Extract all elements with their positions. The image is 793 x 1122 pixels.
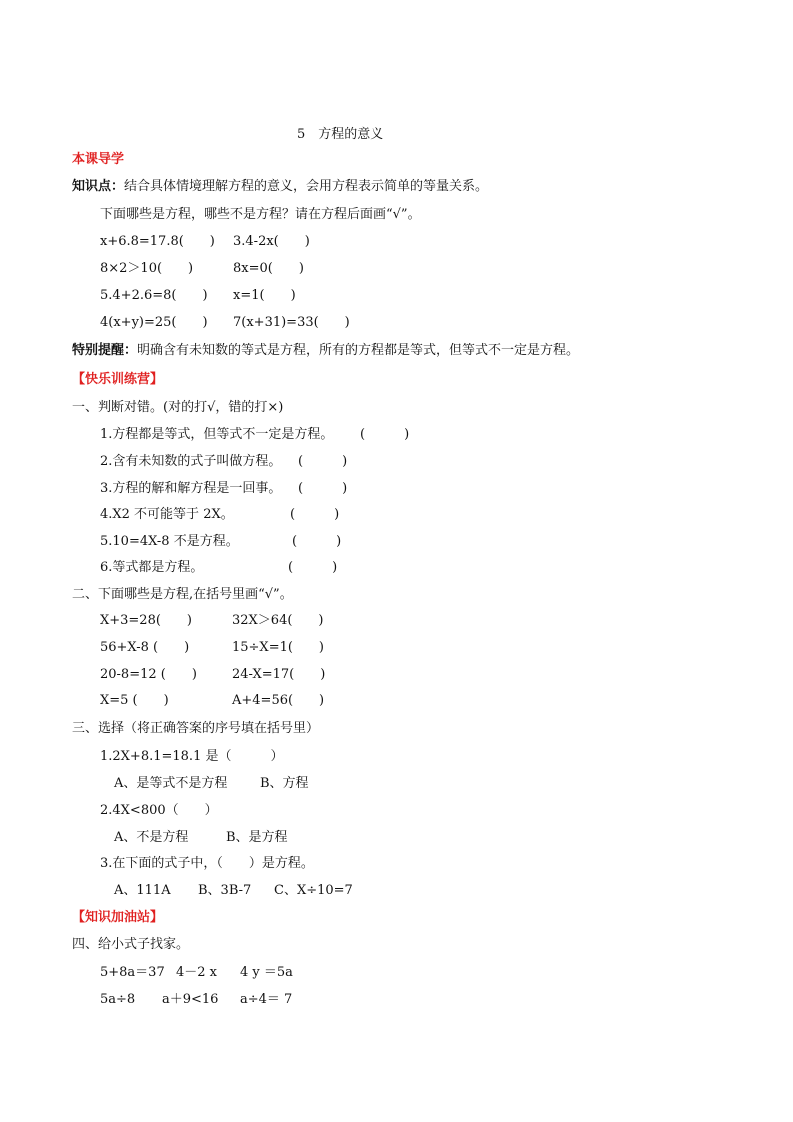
section4-title: 四、给小式子找家。 [72,937,190,952]
choice-option: A、111A [114,883,171,898]
intro-question: 下面哪些是方程，哪些不是方程？请在方程后面画“√”。 [100,207,421,222]
expression-item: 5+8a＝37 [100,965,165,980]
choice-option: B、是方程 [226,830,288,845]
section3-title: 三、选择（将正确答案的序号填在括号里） [72,721,320,736]
section1-title: 一、判断对错。(对的打√，错的打×) [72,400,284,415]
equation-item: 4(x+y)=25( ) [100,315,208,330]
equation-item: 24-X=17( ) [232,667,326,682]
reminder-label: 特别提醒： [72,343,138,358]
extra-heading: 【知识加油站】 [72,910,164,925]
answer-blank: ( ) [360,427,410,442]
choice-question: 1.2X+8.1=18.1 是（ ） [100,749,284,764]
equation-item: 15÷X=1( ) [232,640,324,655]
equation-item: X+3=28( ) [100,613,192,628]
knowledge-text: 结合具体情境理解方程的意义，会用方程表示简单的等量关系。 [124,179,489,194]
answer-blank: ( ) [288,560,338,575]
knowledge-label: 知识点： [72,179,125,194]
judgment-item: 4.X2 不可能等于 2X。 [100,507,234,522]
judgment-item: 6.等式都是方程。 [100,560,204,575]
equation-item: X=5 ( ) [100,693,169,708]
judgment-item: 1.方程都是等式，但等式不一定是方程。 [100,427,334,442]
equation-item: 56+X-8 ( ) [100,640,190,655]
equation-item: 20-8=12 ( ) [100,667,197,682]
guide-heading: 本课导学 [72,152,125,167]
reminder-text: 明确含有未知数的等式是方程，所有的方程都是等式，但等式不一定是方程。 [137,343,580,358]
choice-option: B、3B-7 [198,883,252,898]
judgment-item: 3.方程的解和解方程是一回事。 [100,481,282,496]
equation-item: 8x=0( ) [233,261,304,276]
equation-item: 8×2＞10( ) [100,261,194,276]
choice-question: 2.4X<800（ ） [100,803,218,818]
page-title: 5 方程的意义 [297,127,384,142]
practice-heading: 【快乐训练营】 [72,372,164,387]
choice-option: B、方程 [260,776,309,791]
expression-item: 5a÷8 [100,992,136,1007]
judgment-item: 2.含有未知数的式子叫做方程。 [100,454,282,469]
answer-blank: ( ) [298,481,348,496]
expression-item: 4－2 x [176,965,218,980]
reminder [72,343,579,359]
equation-item: 32X＞64( ) [232,613,324,628]
equation-item: 7(x+31)=33( ) [233,315,350,330]
choice-question: 3.在下面的式子中，（ ）是方程。 [100,856,314,871]
equation-item: 3.4-2x( ) [233,234,310,249]
equation-item: 5.4+2.6=8( ) [100,288,208,303]
knowledge-point [72,179,488,195]
expression-item: a＋9<16 [162,992,219,1007]
section2-title: 二、下面哪些是方程,在括号里画“√”。 [72,587,293,602]
expression-item: a÷4＝ 7 [240,992,293,1007]
answer-blank: ( ) [290,507,340,522]
choice-option: A、不是方程 [114,830,189,845]
judgment-item: 5.10=4X-8 不是方程。 [100,534,239,549]
choice-option: C、X÷10=7 [274,883,353,898]
equation-item: A+4=56( ) [232,693,325,708]
expression-item: 4 y ＝5a [240,965,293,980]
equation-item: x+6.8=17.8( ) [100,234,215,249]
equation-item: x=1( ) [233,288,296,303]
answer-blank: ( ) [298,454,348,469]
choice-option: A、是等式不是方程 [114,776,228,791]
answer-blank: ( ) [292,534,342,549]
